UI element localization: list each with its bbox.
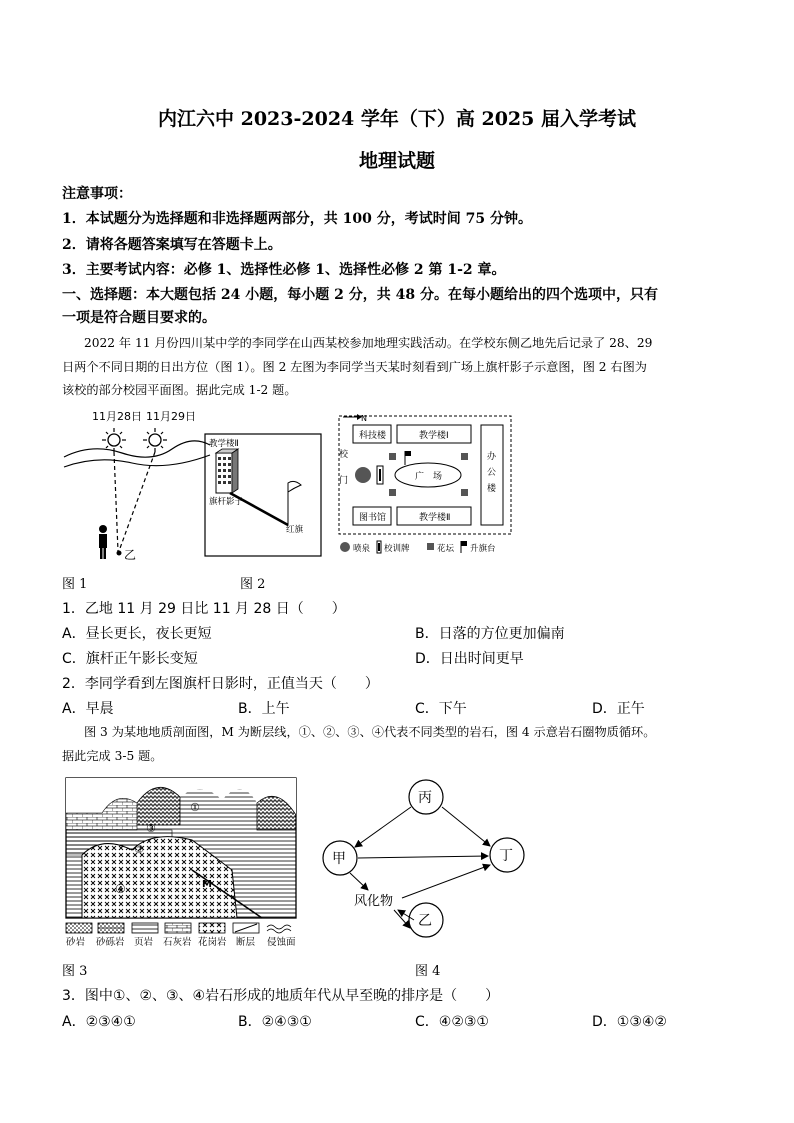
- legend-fountain: 喷泉: [353, 544, 371, 554]
- legend-flowerbed-icon: [427, 543, 434, 550]
- flowerbed-icon: [461, 453, 468, 460]
- legend-fountain-icon: [340, 542, 350, 552]
- person-icon: [99, 525, 107, 559]
- north-label: N: [361, 414, 367, 423]
- legend-erosion: 侵蚀面: [267, 937, 296, 948]
- gate-label-1: 校: [339, 450, 349, 460]
- section-heading-line1: 一、选择题：本大题包括 24 小题，每小题 2 分，共 48 分。在每小题给出的四个选项中，只有: [62, 287, 658, 303]
- legend-flagstage: 升旗台: [470, 544, 496, 554]
- legend-fault: 断层: [236, 937, 256, 948]
- arrow-weathered-to-ding: [402, 865, 490, 898]
- fig1-caption: 图 1: [62, 577, 88, 592]
- q1-option-c[interactable]: C．旗杆正午影长变短: [62, 651, 198, 667]
- q2-option-d[interactable]: D．正午: [592, 701, 645, 717]
- section-heading-line2: 一项是符合题目要求的。: [62, 310, 216, 326]
- q2-option-b[interactable]: B．上午: [238, 701, 290, 717]
- figure-4-rock-cycle: [310, 770, 530, 945]
- legend-conglomerate: 砂砾岩: [96, 937, 125, 948]
- legend-sandstone-swatch: [66, 923, 92, 933]
- exam-subtitle: 地理试题: [358, 150, 435, 172]
- q1-stem: 1．乙地 11 月 29 日比 11 月 28 日（ ）: [62, 601, 346, 617]
- q2-option-a[interactable]: A．早晨: [62, 701, 114, 717]
- passage1-line1: 2022 年 11 月份四川某中学的李同学在山西某校参加地理实践活动。在学校东侧乙地先后记录了 28、29: [84, 336, 653, 350]
- fig4-caption: 图 4: [415, 964, 441, 979]
- figure-1-sunrise-diagram: [62, 405, 212, 565]
- q2-option-c[interactable]: C．下午: [415, 701, 467, 717]
- legend-flag-stage-icon: [461, 541, 467, 553]
- fig2-shadow-label: 旗杆影子: [209, 497, 244, 507]
- passage1-line2: 日两个不同日期的日出方位（图 1）。图 2 左图为李同学当天某时刻看到广场上旗杆影子示意图，图 2 右图为: [62, 360, 647, 374]
- office-label-2: 公: [487, 468, 497, 478]
- building-icon: [216, 449, 238, 493]
- square-label: 广 场: [415, 472, 443, 482]
- arrow-jia-to-weathered: [350, 873, 368, 890]
- node-ding-label: 丁: [499, 848, 513, 864]
- fig1-point-label: 乙: [124, 548, 137, 562]
- flagpole-shadow-line: [230, 493, 288, 525]
- q3-option-d[interactable]: D．①③④②: [592, 1014, 667, 1030]
- flowerbed-icon: [461, 489, 468, 496]
- q3-option-a[interactable]: A．②③④①: [62, 1014, 136, 1030]
- fig1-sun-ray-28: [114, 452, 118, 551]
- passage2-line2: 据此完成 3-5 题。: [62, 749, 163, 763]
- flowerbed-icon: [389, 453, 396, 460]
- notice-item-2: 2．请将各题答案填写在答题卡上。: [62, 237, 282, 253]
- figure-3-geologic-section: [62, 775, 312, 950]
- point-yi-marker: [117, 551, 122, 556]
- arrow-bing-to-ding: [442, 807, 490, 846]
- teach1-label: 教学楼Ⅰ: [419, 431, 449, 441]
- office-label-3: 楼: [487, 484, 497, 494]
- flag-icon: [288, 481, 301, 492]
- fig1-sun-ray-29: [119, 452, 155, 551]
- fig3-label-1: ①: [190, 801, 200, 814]
- passage1-line3: 该校的部分校园平面图。据此完成 1-2 题。: [62, 383, 297, 397]
- q1-option-a[interactable]: A．昼长更长，夜长更短: [62, 626, 212, 642]
- q1-option-b[interactable]: B．日落的方位更加偏南: [415, 626, 565, 642]
- fig3-label-4: ④: [115, 882, 126, 896]
- node-bing-label: 丙: [418, 790, 432, 806]
- sun-icon: [102, 428, 126, 452]
- legend-granite: 花岗岩: [198, 937, 227, 948]
- legend-shale: 页岩: [134, 937, 154, 948]
- fig3-label-m: M: [202, 879, 212, 890]
- gate-label-2: 门: [339, 476, 349, 486]
- fig1-date-29: 11月29日: [146, 410, 196, 423]
- node-jia-label: 甲: [332, 851, 346, 867]
- legend-flowerbed: 花坛: [437, 544, 455, 554]
- fig2-caption: 图 2: [240, 577, 266, 592]
- flag-stage-icon: [405, 451, 411, 465]
- notice-heading: 注意事项：: [62, 186, 132, 202]
- flowerbed-icon: [389, 489, 396, 496]
- fig1-horizon-line: [64, 441, 210, 457]
- fig3-label-2: ②: [134, 843, 144, 856]
- passage2-line1: 图 3 为某地地质剖面图，M 为断层线，①、②、③、④代表不同类型的岩石，图 4 示意岩石圈物质循环。: [84, 725, 656, 739]
- teach2-label: 教学楼Ⅱ: [419, 513, 451, 523]
- notice-item-1: 1．本试题分为选择题和非选择题两部分，共 100 分，考试时间 75 分钟。: [62, 211, 532, 227]
- q3-stem: 3．图中①、②、③、④岩石形成的地质年代从早至晚的排序是（ ）: [62, 988, 500, 1004]
- sun-icon: [143, 428, 167, 452]
- library-label: 图书馆: [359, 513, 387, 523]
- fountain-icon: [355, 467, 371, 483]
- keji-label: 科技楼: [359, 431, 387, 441]
- node-yi-label: 乙: [418, 913, 432, 929]
- office-label-1: 办: [487, 452, 497, 462]
- fig3-caption: 图 3: [62, 964, 88, 979]
- notice-item-3: 3．主要考试内容：必修 1、选择性必修 1、选择性必修 2 第 1-2 章。: [62, 262, 506, 278]
- q1-option-d[interactable]: D．日出时间更早: [415, 651, 524, 667]
- legend-sign: 校训牌: [384, 544, 410, 554]
- fig2-left-building: 教学楼Ⅱ: [209, 439, 239, 449]
- figure-2-flagpole-shadow: [204, 433, 322, 557]
- arrow-jia-to-ding: [358, 856, 488, 858]
- legend-sandstone: 砂岩: [66, 937, 86, 948]
- figure-2-campus-map: [333, 411, 513, 561]
- fig2-flag-label: 红旗: [286, 525, 304, 535]
- fig1-date-28: 11月28日: [92, 410, 142, 423]
- legend-limestone: 石灰岩: [163, 937, 192, 948]
- arrow-bing-to-jia: [355, 807, 411, 847]
- q2-stem: 2．李同学看到左图旗杆日影时，正值当天（ ）: [62, 676, 379, 692]
- q3-option-b[interactable]: B．②④③①: [238, 1014, 312, 1030]
- fig3-label-3: ③: [146, 822, 156, 835]
- q3-option-c[interactable]: C．④②③①: [415, 1014, 489, 1030]
- exam-title: 内江六中 2023-2024 学年（下）高 2025 届入学考试: [158, 108, 636, 130]
- weathered-label: 风化物: [354, 894, 394, 909]
